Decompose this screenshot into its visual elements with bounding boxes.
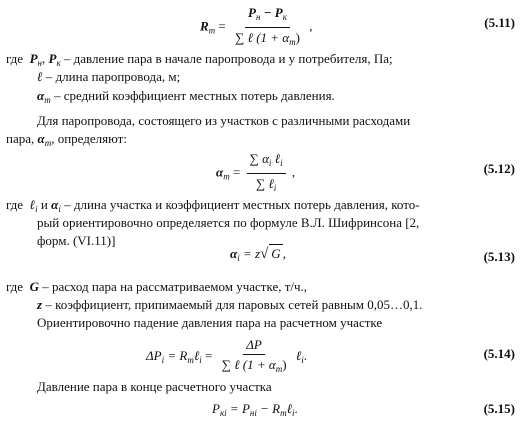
eq-symbol: α — [230, 246, 238, 261]
eq-fraction — [219, 336, 290, 378]
definition-text: – длина участка и коэффициент местных потерь давления, кото- — [60, 197, 420, 212]
equation-5-12 — [216, 150, 295, 197]
eq-subscript: m — [187, 354, 194, 365]
sqrt-icon: √ — [260, 246, 269, 262]
eq-symbol: ℓ — [286, 401, 292, 416]
symbol: α — [37, 131, 45, 146]
eq-symbol: = P — [226, 401, 250, 416]
definition-text: – длина паропровода, м; — [42, 69, 181, 84]
subscript: н — [37, 58, 42, 68]
text: , определяют: — [51, 131, 127, 146]
eq-symbol: − R — [256, 401, 281, 416]
eq-subscript: i — [292, 408, 295, 418]
eq-num-text: ℓ — [271, 151, 281, 166]
eq-sign: = — [218, 18, 226, 34]
eq-den-text: ) — [282, 357, 287, 372]
eq-symbol: = R — [164, 347, 188, 363]
definition-line: рый ориентировочно определяется по формуле В.Л. Шифринсона [2, — [37, 215, 420, 230]
subscript: i — [58, 204, 61, 214]
eq-punct: . — [303, 347, 307, 363]
paragraph-line: Для паропровода, состоящего из участков с различными расходами — [37, 113, 411, 128]
equation-number: (5.12) — [483, 161, 515, 176]
eq-punct: . — [294, 401, 298, 416]
eq-punct: , — [291, 164, 296, 180]
eq-sign: = — [232, 164, 241, 180]
eq-subscript: i — [161, 354, 165, 365]
eq-fraction — [247, 150, 286, 197]
equation-number: (5.14) — [483, 346, 515, 361]
eq-num-text: P — [248, 5, 256, 20]
eq-sign: = z — [239, 246, 261, 261]
eq-sign: = — [201, 347, 213, 363]
equation-5-13 — [230, 244, 286, 267]
equation-number: (5.15) — [483, 401, 515, 416]
eq-num-text: − P — [260, 5, 283, 20]
paragraph-line: Ориентировочно падение давления пара на расчетном участке — [37, 315, 383, 330]
text: , — [42, 51, 49, 66]
symbol: P — [29, 51, 38, 66]
where-word: где — [6, 197, 24, 212]
eq-den-text: ) — [295, 30, 300, 45]
eq-punct: , — [282, 246, 286, 261]
symbol: α — [51, 197, 59, 212]
eq-symbol: α — [216, 164, 224, 180]
eq-num-text: ∑ α — [249, 151, 269, 166]
eq-subscript: m — [208, 25, 216, 36]
paragraph-line: Давление пара в конце расчетного участка — [37, 379, 272, 394]
equation-5-14 — [146, 336, 307, 378]
symbol: G — [29, 279, 39, 294]
where-word: где — [6, 279, 24, 294]
eq-subscript: m — [280, 408, 287, 418]
definition-text: – средний коэффициент местных потерь давления. — [50, 88, 335, 103]
eq-subscript: к — [282, 12, 287, 22]
eq-symbol: G — [271, 246, 281, 261]
eq-den-text: ∑ ℓ — [255, 176, 274, 191]
eq-symbol: ℓ — [295, 347, 302, 363]
subscript: i — [35, 204, 38, 214]
paragraph-line — [6, 130, 127, 152]
eq-fraction — [232, 4, 303, 51]
definition-line — [6, 278, 307, 295]
symbol: z — [37, 297, 43, 312]
eq-subscript: i — [268, 158, 272, 168]
eq-punct: , — [309, 18, 313, 34]
eq-den-text: ∑ ℓ (1 + α — [235, 30, 290, 45]
symbol: ℓ — [29, 197, 36, 212]
where-word: где — [6, 51, 24, 66]
eq-subscript: i — [301, 354, 304, 365]
symbol: P — [48, 51, 57, 66]
definition-line: форм. (VI.11)] — [37, 233, 116, 248]
eq-symbol: ℓ — [193, 347, 200, 363]
definition-text: – давление пара в начале паропровода и у потребителя, Па; — [60, 51, 393, 66]
text: пара, — [6, 131, 38, 146]
eq-subscript: i — [273, 183, 277, 193]
eq-subscript: i — [199, 354, 202, 365]
equation-5-15 — [212, 400, 298, 422]
symbol: ℓ — [37, 69, 43, 84]
eq-num-text: ΔP — [246, 337, 262, 352]
definition-line — [37, 296, 423, 313]
equation-5-11 — [200, 4, 312, 51]
eq-symbol: P — [212, 401, 220, 416]
definition-line — [37, 68, 180, 85]
eq-subscript: i — [280, 158, 283, 168]
eq-subscript: н — [255, 12, 261, 22]
definition-text: – расход пара на рассматриваемом участке, т/ч., — [38, 279, 308, 294]
eq-symbol: ΔP — [146, 347, 162, 363]
definition-text: – коэффициент, припимаемый для паровых сетей равным 0,05…0,1. — [42, 297, 423, 312]
eq-symbol: R — [200, 18, 209, 34]
eq-subscript: кi — [219, 408, 227, 418]
eq-subscript: m — [289, 37, 296, 47]
subscript: к — [56, 58, 61, 68]
definition-line — [37, 87, 335, 109]
text: и — [37, 197, 52, 212]
equation-number: (5.13) — [483, 249, 515, 264]
subscript: m — [44, 95, 51, 105]
subscript: m — [44, 138, 52, 148]
eq-subscript: m — [275, 364, 283, 374]
eq-subscript: m — [223, 171, 230, 182]
symbol: α — [37, 88, 45, 103]
equation-number: (5.11) — [484, 15, 515, 30]
eq-subscript: нi — [249, 408, 257, 418]
eq-subscript: i — [237, 253, 240, 263]
eq-den-text: ∑ ℓ (1 + α — [221, 357, 276, 372]
